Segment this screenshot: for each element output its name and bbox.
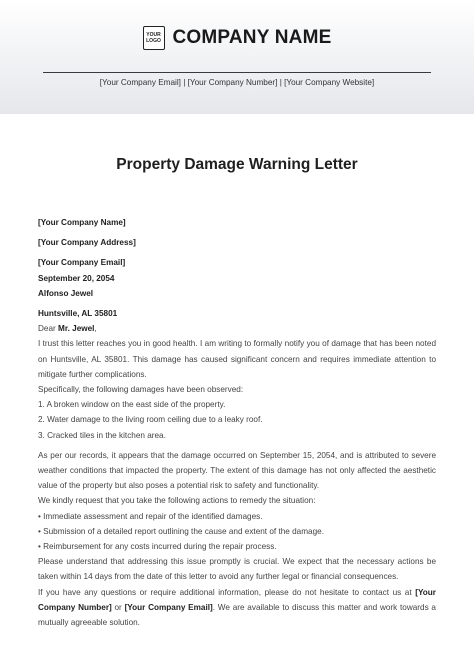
salutation-name: Mr. Jewel bbox=[58, 324, 95, 334]
intro-paragraph: I trust this letter reaches you in good health. I am writing to formally notify you of damage that has been noted on Huntsville, AL 35801. This damage has caused significant concern and requires immediate attention to mitigate further complications. bbox=[38, 339, 436, 379]
letter-title: Property Damage Warning Letter bbox=[116, 156, 358, 173]
letter-body bbox=[38, 215, 436, 630]
company-contact-line: [Your Company Email] | [Your Company Number] | [Your Company Website] bbox=[99, 78, 375, 87]
company-name: COMPANY NAME bbox=[172, 27, 332, 48]
sender-company-address: [Your Company Address] bbox=[38, 238, 136, 248]
letter-date: September 20, 2054 bbox=[38, 273, 115, 283]
salutation bbox=[38, 321, 436, 336]
salutation-prefix: Dear bbox=[38, 324, 59, 334]
contact-number: [Your Company Number] bbox=[38, 587, 436, 612]
damage-item-3: 3. Cracked tiles in the kitchen area. bbox=[38, 430, 166, 440]
contact-paragraph bbox=[38, 585, 436, 631]
records-paragraph: As per our records, it appears that the damage occurred on September 15, 2054, and is attributed to severe weather conditions that impacted the property. The extent of this damage has not only affected the aesthetic value of the property but also poses a potential risk to safety and functionality. bbox=[38, 450, 436, 491]
sender-company-email: [Your Company Email] bbox=[38, 258, 126, 268]
company-logo bbox=[143, 26, 165, 50]
recipient-name: Alfonso Jewel bbox=[38, 288, 94, 298]
header-divider bbox=[43, 72, 431, 73]
contact-text-start: If you have any questions or require additional information, please do not hesitate to contact us at bbox=[38, 587, 416, 597]
contact-text-end: . We are available to discuss this matter and work towards a mutually agreeable solution. bbox=[38, 602, 436, 628]
letterhead bbox=[0, 0, 474, 114]
damages-intro: Specifically, the following damages have been observed: bbox=[38, 385, 244, 395]
action-item-1: • Immediate assessment and repair of the identified damages. bbox=[38, 511, 263, 521]
logo-text-line2: LOGO bbox=[146, 38, 161, 44]
sender-company-name: [Your Company Name] bbox=[38, 218, 126, 227]
action-item-2: • Submission of a detailed report outlining the cause and extent of the damage. bbox=[38, 526, 324, 536]
actions-intro: We kindly request that you take the following actions to remedy the situation: bbox=[38, 496, 316, 506]
damage-item-1: 1. A broken window on the east side of the property. bbox=[38, 400, 226, 410]
urgency-paragraph: Please understand that addressing this issue promptly is crucial. We expect that the necessary actions be taken within 14 days from the date of this letter to avoid any further legal or financial consequences. bbox=[38, 557, 436, 582]
logo-text-line1: YOUR bbox=[146, 32, 161, 38]
recipient-city: Huntsville, AL 35801 bbox=[38, 309, 118, 319]
contact-text-or: or bbox=[111, 602, 125, 612]
damage-item-2: 2. Water damage to the living room ceiling due to a leaky roof. bbox=[38, 415, 263, 425]
contact-email: [Your Company Email] bbox=[124, 602, 213, 612]
salutation-suffix: , bbox=[94, 324, 97, 334]
action-item-3: • Reimbursement for any costs incurred during the repair process. bbox=[38, 542, 277, 552]
brand bbox=[0, 26, 474, 50]
